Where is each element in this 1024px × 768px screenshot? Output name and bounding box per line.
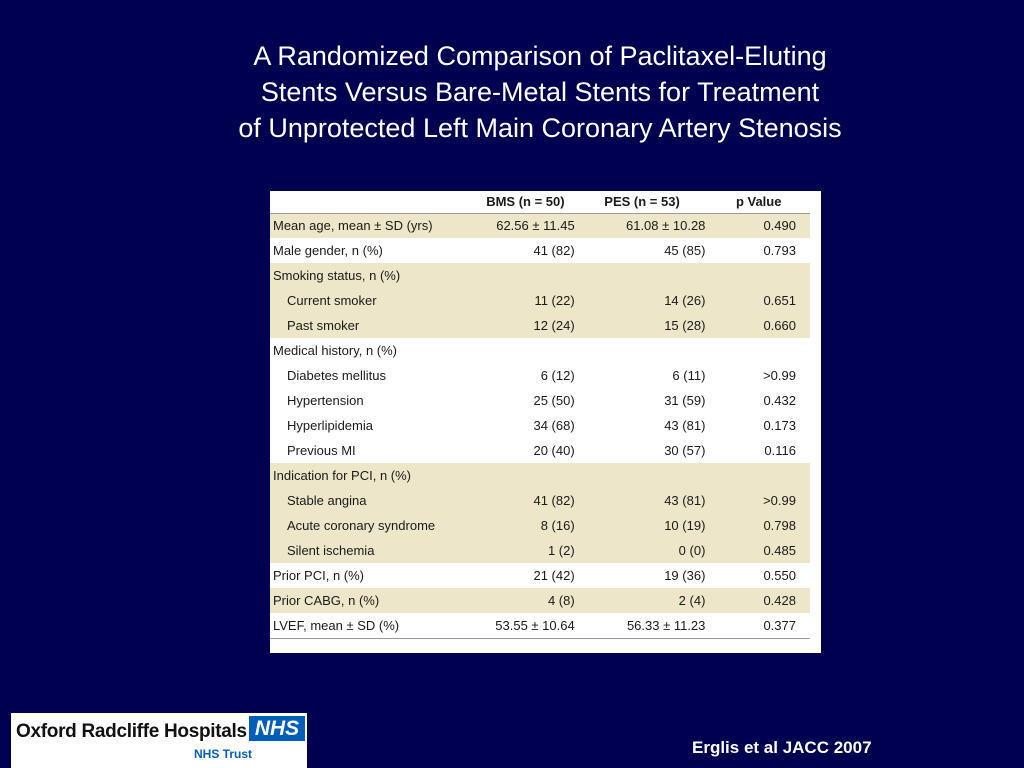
bms-value — [474, 263, 577, 288]
p-value: >0.99 — [763, 493, 796, 508]
title-line-3: of Unprotected Left Main Coronary Artery Stenosis — [238, 113, 842, 143]
row-label: Indication for PCI, n (%) — [273, 468, 411, 483]
pes-value: 2 (4) — [678, 593, 706, 608]
header-label — [270, 191, 474, 213]
row-label: Medical history, n (%) — [273, 343, 398, 358]
table-row — [270, 588, 810, 613]
table-row — [270, 463, 810, 488]
p-value: 0.428 — [763, 593, 796, 608]
row-label: LVEF, mean ± SD (%) — [270, 613, 474, 638]
bms-value: 11 (22) — [534, 293, 575, 308]
bms-value: 62.56 ± 11.45 — [496, 218, 575, 234]
pes-value: 61.08 ± 10.28 — [625, 218, 706, 234]
table-row — [270, 488, 810, 513]
citation: Erglis et al JACC 2007 — [692, 738, 872, 757]
bms-value: 4 (8) — [547, 593, 575, 608]
nhs-badge: NHS — [249, 716, 305, 741]
row-label: Past smoker — [287, 318, 360, 333]
row-label: Stable angina — [287, 493, 367, 508]
row-label: Male gender, n (%) — [273, 243, 383, 258]
table-row — [270, 413, 810, 438]
table-row — [270, 538, 810, 563]
pes-value — [577, 263, 708, 288]
table-row — [270, 288, 810, 313]
pes-value: 10 (19) — [664, 518, 706, 533]
pes-value: 45 (85) — [664, 243, 706, 258]
oxford-radcliffe-logo — [11, 713, 307, 768]
bms-value: 34 (68) — [533, 418, 575, 433]
bms-value: 41 (82) — [533, 493, 575, 508]
p-value — [707, 263, 810, 288]
table-row — [270, 313, 810, 338]
p-value: 0.432 — [763, 393, 796, 408]
header-p-value: p Value — [707, 191, 810, 213]
table-row — [270, 263, 810, 288]
bms-value: 53.55 ± 10.64 — [474, 613, 577, 638]
pes-value — [577, 463, 708, 488]
pes-value: 43 (81) — [664, 418, 706, 433]
p-value: 0.173 — [763, 418, 796, 433]
title-line-1: A Randomized Comparison of Paclitaxel-Eluting — [253, 41, 827, 71]
p-value: 0.651 — [763, 293, 796, 308]
bms-value: 21 (42) — [533, 568, 575, 583]
row-label: Hypertension — [287, 393, 364, 408]
row-label: Hyperlipidemia — [287, 418, 373, 433]
bms-value: 8 (16) — [540, 518, 575, 533]
table-row — [270, 338, 810, 363]
row-label: Prior PCI, n (%) — [273, 568, 365, 583]
header-pes: PES (n = 53) — [577, 191, 708, 213]
table-row — [270, 388, 810, 413]
table-row — [270, 513, 810, 538]
pes-value: 15 (28) — [664, 318, 706, 333]
row-label: Current smoker — [287, 293, 377, 308]
logo-trust-label: NHS Trust — [194, 747, 253, 761]
baseline-characteristics-table — [270, 191, 821, 653]
pes-value — [577, 338, 708, 363]
p-value — [707, 463, 810, 488]
pes-value: 31 (59) — [664, 393, 706, 408]
p-value: 0.660 — [763, 318, 796, 333]
logo-hospital-name: Oxford Radcliffe Hospitals — [16, 721, 247, 742]
p-value — [707, 338, 810, 363]
table-row — [270, 613, 810, 638]
data-table — [270, 191, 810, 639]
p-value: 0.550 — [763, 568, 796, 583]
table-row — [270, 213, 810, 238]
table-row — [270, 438, 810, 463]
p-value: >0.99 — [763, 368, 796, 383]
table-row — [270, 563, 810, 588]
pes-value: 56.33 ± 11.23 — [577, 613, 708, 638]
p-value: 0.485 — [763, 543, 796, 558]
row-label: Silent ischemia — [287, 543, 375, 558]
row-label: Smoking status, n (%) — [273, 268, 401, 283]
p-value: 0.116 — [764, 443, 796, 458]
pes-value: 19 (36) — [664, 568, 706, 583]
table-header-row — [270, 191, 810, 213]
row-label: Prior CABG, n (%) — [273, 593, 380, 608]
bms-value: 41 (82) — [533, 243, 575, 258]
row-label: Previous MI — [287, 443, 356, 458]
pes-value: 30 (57) — [664, 443, 706, 458]
bms-value — [474, 463, 577, 488]
slide-title — [0, 38, 1024, 146]
header-bms: BMS (n = 50) — [474, 191, 577, 213]
table-row — [270, 363, 810, 388]
p-value: 0.798 — [763, 518, 796, 533]
pes-value: 0 (0) — [678, 543, 706, 558]
bms-value: 6 (12) — [540, 368, 575, 383]
bms-value — [474, 338, 577, 363]
p-value: 0.793 — [763, 243, 796, 258]
row-label: Acute coronary syndrome — [287, 518, 436, 533]
p-value: 0.490 — [763, 218, 796, 234]
pes-value: 6 (11) — [672, 368, 706, 383]
table-row — [270, 238, 810, 263]
bms-value: 25 (50) — [533, 393, 575, 408]
bms-value: 20 (40) — [533, 443, 575, 458]
pes-value: 43 (81) — [664, 493, 706, 508]
pes-value: 14 (26) — [664, 293, 706, 308]
title-line-2: Stents Versus Bare-Metal Stents for Treatment — [260, 77, 820, 107]
bms-value: 12 (24) — [533, 318, 575, 333]
bms-value: 1 (2) — [547, 543, 575, 558]
p-value: 0.377 — [707, 613, 810, 638]
row-label: Diabetes mellitus — [287, 368, 386, 383]
row-label: Mean age, mean ± SD (yrs) — [273, 218, 433, 234]
